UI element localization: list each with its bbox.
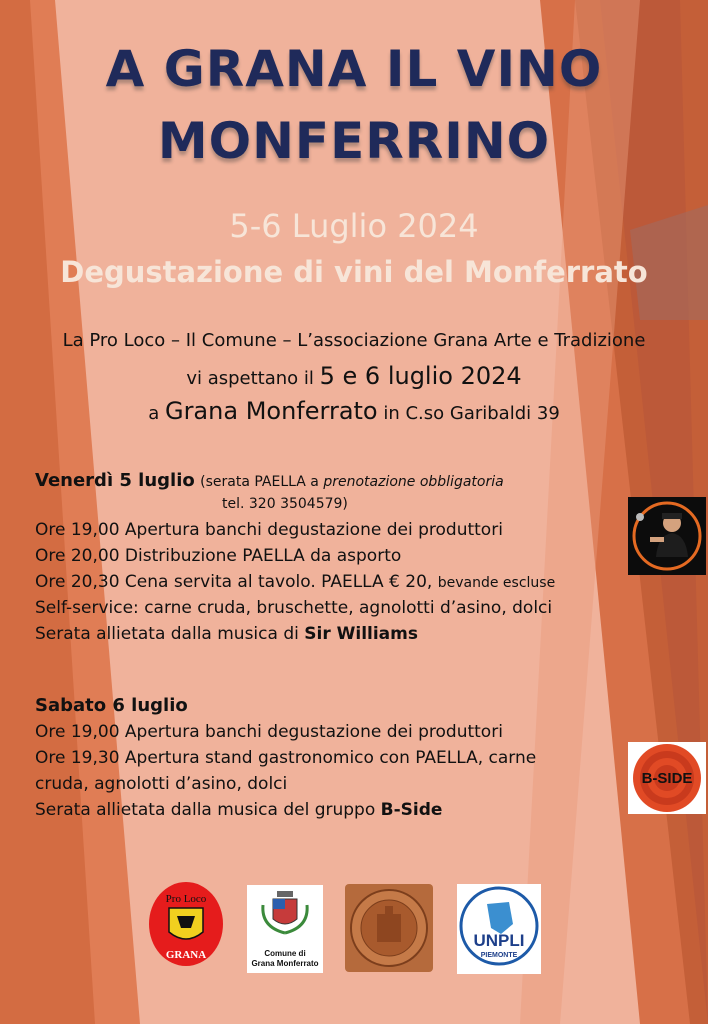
comune-label-1: Comune di — [264, 949, 306, 958]
unpli-sub-text: PIEMONTE — [480, 952, 518, 959]
saturday-item-2b: cruda, agnolotti d’asino, dolci — [35, 774, 288, 794]
unpli-logo — [457, 884, 541, 974]
friday-heading-row — [35, 470, 504, 491]
friday-note: (serata PAELLA a prenotazione obbligatoria — [200, 474, 504, 490]
friday-item-1: Ore 19,00 Apertura banchi degustazione dei produttori — [35, 520, 503, 540]
saturday-heading: Sabato 6 luglio — [35, 695, 188, 716]
saturday-item-1: Ore 19,00 Apertura banchi degustazione dei produttori — [35, 722, 503, 742]
intro-location-address: in C.so Garibaldi 39 — [377, 403, 560, 424]
proloco-top-text: Pro Loco — [165, 893, 207, 905]
title-line-1: A GRANA IL VINO — [105, 40, 603, 98]
saturday-item-3: Serata allietata dalla musica del gruppo B-Side — [35, 800, 443, 820]
intro-dates-highlight: 5 e 6 luglio 2024 — [319, 362, 522, 390]
proloco-logo — [147, 880, 225, 968]
proloco-bottom-text: GRANA — [165, 949, 207, 961]
intro-location — [0, 397, 708, 425]
intro-organizers: La Pro Loco – Il Comune – L’associazione Grana Arte e Tradizione — [62, 330, 646, 351]
bside-logo — [628, 742, 706, 814]
title-line-2: MONFERRINO — [157, 112, 551, 170]
intro-dates-prefix: vi aspettano il — [186, 368, 320, 389]
comune-label-2: Grana Monferrato — [251, 959, 319, 968]
intro-dates — [0, 362, 708, 390]
event-date: 5-6 Luglio 2024 — [229, 207, 479, 245]
friday-item-5: Serata allietata dalla musica di Sir Williams — [35, 624, 418, 644]
grana-arte-logo — [345, 884, 433, 972]
bside-logo-text: B-SIDE — [641, 770, 693, 787]
friday-phone: tel. 320 3504579) — [222, 496, 348, 512]
intro-location-prefix: a — [148, 403, 165, 424]
unpli-text: UNPLI — [473, 931, 525, 950]
sir-williams-photo — [628, 497, 706, 575]
friday-item-4: Self-service: carne cruda, bruschette, agnolotti d’asino, dolci — [35, 598, 553, 618]
friday-item-3: Ore 20,30 Cena servita al tavolo. PAELLA € 20, bevande escluse — [35, 572, 556, 592]
friday-item-2: Ore 20,00 Distribuzione PAELLA da asporto — [35, 546, 402, 566]
event-subtitle: Degustazione di vini del Monferrato — [60, 255, 648, 289]
friday-heading: Venerdì 5 luglio — [35, 470, 195, 491]
saturday-item-2a: Ore 19,30 Apertura stand gastronomico con PAELLA, carne — [35, 748, 537, 768]
comune-logo — [247, 885, 323, 973]
intro-location-town: Grana Monferrato — [164, 397, 378, 425]
